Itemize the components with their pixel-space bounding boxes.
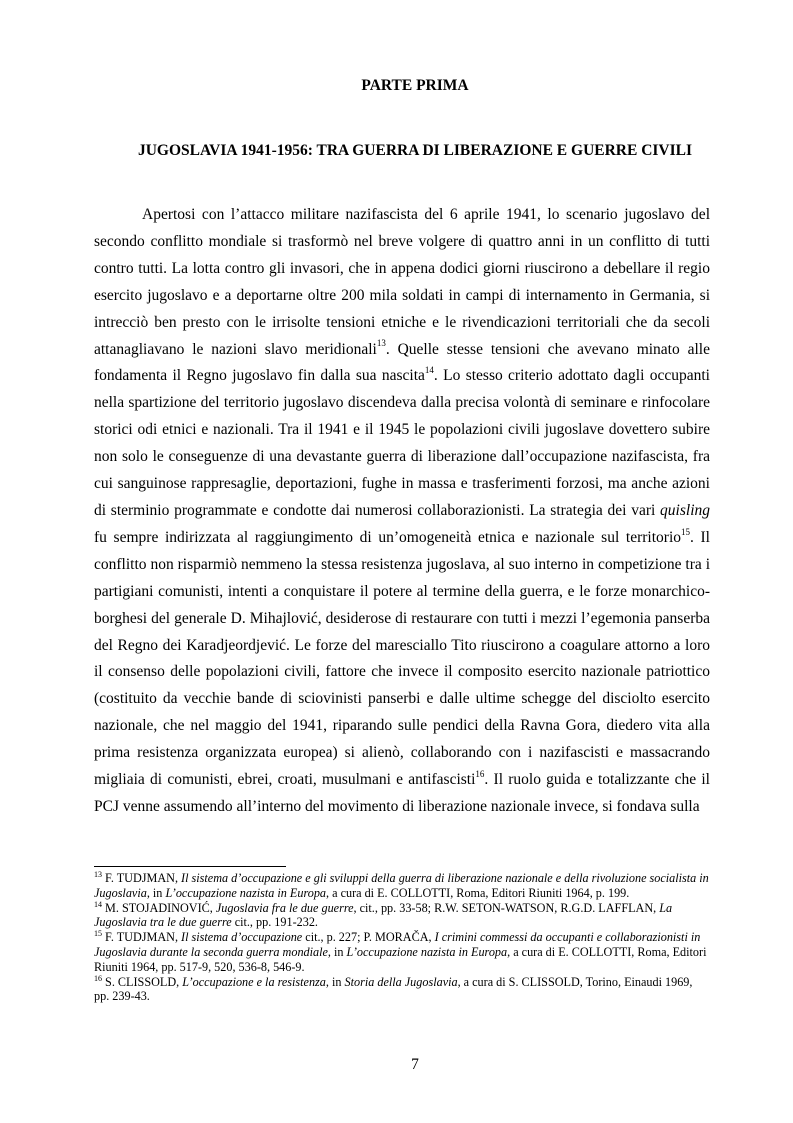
footnote-ref-15[interactable]: 15 xyxy=(681,526,690,537)
footnote-title: L’occupazione nazista in Europa xyxy=(346,944,508,959)
footnote-number: 13 xyxy=(94,869,102,879)
footnote-ref-13[interactable]: 13 xyxy=(376,338,386,349)
footnote-text: , in xyxy=(146,885,166,900)
body-text-segment: fu sempre indirizzata al raggiungimento di un’omogeneità etnica e nazionale sul territorio xyxy=(94,528,681,546)
footnote-ref-14[interactable]: 14 xyxy=(424,365,434,376)
body-text-segment: . Il conflitto non risparmiò nemmeno la stessa resistenza jugoslava, al suo interno in competizione tra i partigiani comunisti, intenti a conquistare il potere al termine della guerra, e le forze monarchico-borghesi del generale D. Mihajlović, desiderose di restaurare con tutti i mezzi l’egemonia panserba del Regno dei Karadjeordjević. Le forze del maresciallo Tito riuscirono a coagulare attorno a loro il consenso delle popolazioni civili, fattore che invece il composito esercito nazionale patriottico (costituito da vecchie bande di sciovinisti panserbi e dalle ultime schegge del disciolto esercito nazionale, che nel maggio del 1941, riparando sulle pendici della Ravna Gora, diedero vita alla prima resistenza organizzata europea) si alienò, collaborando con i nazifascisti e massacrando migliaia di comunisti, ebrei, croati, musulmani e antifascisti xyxy=(94,528,710,789)
footnote-text: , in xyxy=(327,944,347,959)
body-text-segment: . Il ruolo guida e totalizzante che il PCJ venne assumendo all’interno del movimento di liberazione nazionale invece, si fondava sulla xyxy=(94,771,710,815)
footnote-text: , cit., pp. 33-58; R.W. SETON-WATSON, R.G.D. LAFFLAN, xyxy=(353,900,660,915)
footnote-text: F. TUDJMAN, xyxy=(102,930,182,945)
body-text-segment: . Lo stesso criterio adottato dagli occupanti nella spartizione del territorio jugoslavo discendeva dalla precisa volontà di seminare e rinfocolare storici odi etnici e nazionali. Tra il 1941 e il 1945 le popolazioni civili jugoslave dovettero subire non solo le conseguenze di una devastante guerra di liberazione dall’occupazione nazifascista, fra cui sanguinose rappresaglie, deportazioni, fughe in massa e trasferimenti forzosi, ma anche azioni di sterminio programmate e condotte dai numerosi collaborazionisti. La strategia dei vari xyxy=(94,367,710,519)
footnote-title: Jugoslavia fra le due guerre xyxy=(215,900,354,915)
footnote-text: , a cura di E. COLLOTTI, Roma, Editori Riuniti 1964, p. 199. xyxy=(326,885,630,900)
footnote-title: I crimini commessi da occupanti e collaborazionisti in Jugoslavia durante la seconda guerra mondiale xyxy=(94,930,701,959)
footnote-number: 15 xyxy=(94,929,102,939)
footnote-text: S. CLISSOLD, xyxy=(102,974,183,989)
footnote-14 xyxy=(94,901,710,931)
footnote-title: Il sistema d’occupazione xyxy=(181,930,303,945)
footnote-separator xyxy=(94,866,286,867)
footnote-number: 16 xyxy=(94,973,102,983)
footnote-16 xyxy=(94,975,710,1005)
chapter-title: JUGOSLAVIA 1941-1956: TRA GUERRA DI LIBERAZIONE E GUERRE CIVILI xyxy=(137,142,693,159)
footnotes xyxy=(94,871,710,1004)
footnote-number: 14 xyxy=(94,899,102,909)
footnote-text: , a cura di S. CLISSOLD, Torino, Einaudi 1969, pp. 239-43. xyxy=(94,974,693,1004)
body-text-segment: . Quelle stesse tensioni che avevano minato alle fondamenta il Regno jugoslavo fin dalla sua nascita xyxy=(94,340,710,385)
page-number: 7 xyxy=(411,1056,419,1073)
footnote-title: L’occupazione nazista in Europa xyxy=(165,885,327,900)
footnote-text: , in xyxy=(325,974,345,989)
footnote-title: La Jugoslavia tra le due guerre xyxy=(94,900,673,930)
body-text-italic: quisling xyxy=(660,501,710,519)
footnote-text: M. STOJADINOVIĆ, xyxy=(102,900,216,915)
body-paragraph xyxy=(94,202,710,821)
body-text-segment: Apertosi con l’attacco militare nazifascista del 6 aprile 1941, lo scenario jugoslavo del secondo conflitto mondiale si trasformò nel breve volgere di quattro anni in un conflitto di tutti contro tutti. La lotta contro gli invasori, che in appena dodici giorni riuscirono a debellare il regio esercito jugoslavo e a deportarne oltre 200 mila soldati in campi di internamento in Germania, si intrecciò ben presto con le irrisolte tensioni etniche e le rivendicazioni territoriali che da secoli attanagliavano le nazioni slavo meridionali xyxy=(94,206,710,358)
footnote-title: L’occupazione e la resistenza xyxy=(182,974,326,989)
footnote-13 xyxy=(94,871,710,901)
footnote-ref-16[interactable]: 16 xyxy=(475,768,485,779)
footnote-text: cit., p. 227; P. MORAČA, xyxy=(302,930,435,945)
footnote-text: F. TUDJMAN, xyxy=(102,871,182,885)
footnote-text: , a cura di E. COLLOTTI, Roma, Editori Riuniti 1964, pp. 517-9, 520, 536-8, 546-9. xyxy=(94,944,707,974)
footnote-title: Storia della Jugoslavia xyxy=(344,974,458,989)
footnote-text: cit., pp. 191-232. xyxy=(231,915,318,930)
part-title: PARTE PRIMA xyxy=(361,77,469,94)
footnote-title: Il sistema d’occupazione e gli sviluppi della guerra di liberazione nazionale e della rivoluzione socialista in Jugoslavia xyxy=(94,871,709,900)
footnote-15 xyxy=(94,930,710,974)
